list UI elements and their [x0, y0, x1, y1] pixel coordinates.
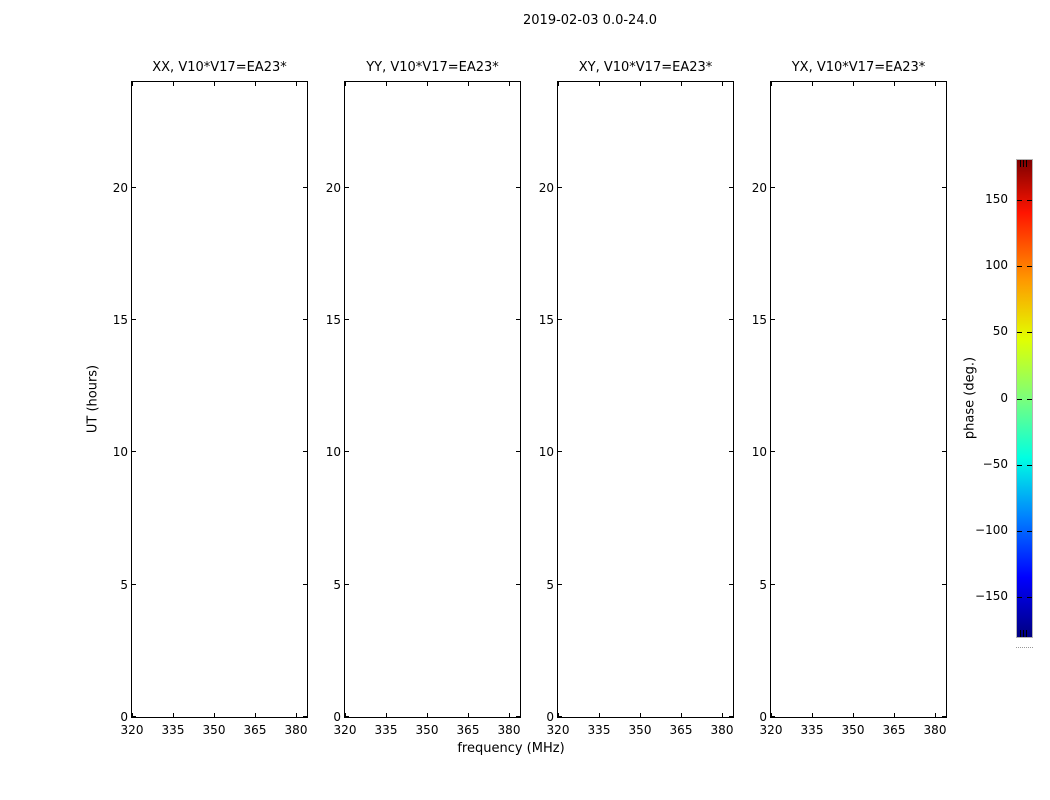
y-tick-label: 0	[333, 710, 341, 724]
x-tick-mark	[894, 713, 895, 717]
colorbar-tick-label: −150	[975, 589, 1008, 603]
y-tick-label: 20	[112, 181, 128, 195]
y-tick-mark	[729, 584, 733, 585]
y-tick-mark	[516, 187, 520, 188]
panel-title-yx: YX, V10*V17=EA23*	[791, 60, 926, 75]
colorbar-tick-mark	[1027, 200, 1032, 201]
x-tick-mark	[681, 713, 682, 717]
colorbar-tick-label: 100	[985, 258, 1008, 272]
x-tick-label: 350	[415, 723, 439, 737]
colorbar-tick-mark	[1027, 399, 1032, 400]
colorbar-tick-mark	[1017, 597, 1022, 598]
y-tick-mark	[729, 451, 733, 452]
colorbar-tick-mark	[1017, 531, 1022, 532]
panel-xx	[112, 60, 308, 737]
y-tick-mark	[729, 187, 733, 188]
y-tick-mark	[771, 716, 775, 717]
y-tick-mark	[345, 584, 349, 585]
x-tick-mark	[681, 82, 682, 86]
y-tick-label: 10	[325, 445, 341, 459]
colorbar-tick-mark	[1017, 266, 1022, 267]
y-tick-label: 5	[546, 578, 554, 592]
panel-title-xx: XX, V10*V17=EA23*	[152, 60, 287, 75]
y-tick-label: 15	[112, 313, 128, 327]
y-tick-mark	[771, 319, 775, 320]
y-tick-mark	[303, 319, 307, 320]
y-tick-label: 15	[325, 313, 341, 327]
y-tick-mark	[558, 584, 562, 585]
y-tick-mark	[729, 716, 733, 717]
y-tick-label: 0	[546, 710, 554, 724]
x-tick-label: 335	[800, 723, 824, 737]
colorbar-tick-mark	[1017, 399, 1022, 400]
x-tick-mark	[214, 713, 215, 717]
y-tick-label: 10	[112, 445, 128, 459]
y-tick-label: 15	[751, 313, 767, 327]
x-tick-mark	[386, 713, 387, 717]
y-tick-mark	[942, 584, 946, 585]
y-tick-mark	[516, 716, 520, 717]
colorbar-tick-mark	[1017, 332, 1022, 333]
y-tick-mark	[303, 451, 307, 452]
x-tick-label: 380	[710, 723, 734, 737]
x-tick-label: 365	[669, 723, 693, 737]
x-tick-label: 380	[923, 723, 947, 737]
x-tick-mark	[296, 713, 297, 717]
plot-area-xy	[557, 81, 734, 718]
y-tick-mark	[558, 716, 562, 717]
y-axis-label: UT (hours)	[85, 364, 101, 434]
x-tick-mark	[214, 82, 215, 86]
x-tick-mark	[853, 713, 854, 717]
colorbar-tick-mark	[1027, 531, 1032, 532]
y-tick-mark	[345, 451, 349, 452]
x-tick-mark	[812, 82, 813, 86]
colorbar-comb-bottom	[1020, 630, 1029, 637]
x-tick-label: 365	[456, 723, 480, 737]
colorbar-tick-mark	[1017, 200, 1022, 201]
panel-title-yy: YY, V10*V17=EA23*	[366, 60, 499, 75]
y-tick-mark	[771, 584, 775, 585]
x-tick-label: 335	[161, 723, 185, 737]
y-tick-label: 20	[751, 181, 767, 195]
colorbar-tick-mark	[1027, 465, 1032, 466]
x-tick-mark	[427, 713, 428, 717]
x-tick-mark	[935, 713, 936, 717]
colorbar-tick-label: 0	[1000, 391, 1008, 405]
y-tick-label: 15	[538, 313, 554, 327]
x-tick-label: 365	[882, 723, 906, 737]
y-tick-mark	[303, 584, 307, 585]
x-tick-label: 380	[497, 723, 521, 737]
x-tick-label: 320	[120, 723, 144, 737]
x-tick-label: 380	[284, 723, 308, 737]
colorbar-label: phase (deg.)	[962, 356, 978, 440]
y-tick-label: 0	[759, 710, 767, 724]
y-tick-mark	[345, 319, 349, 320]
colorbar-tick-label: 50	[992, 324, 1008, 338]
x-tick-label: 320	[546, 723, 570, 737]
x-tick-label: 335	[374, 723, 398, 737]
x-tick-mark	[771, 82, 772, 86]
y-tick-label: 10	[538, 445, 554, 459]
y-tick-mark	[303, 716, 307, 717]
y-tick-mark	[516, 584, 520, 585]
y-tick-label: 5	[759, 578, 767, 592]
x-tick-mark	[599, 82, 600, 86]
y-tick-mark	[132, 584, 136, 585]
y-tick-mark	[558, 451, 562, 452]
plot-area-yx	[770, 81, 947, 718]
x-tick-mark	[345, 82, 346, 86]
colorbar-dotted-line	[1016, 647, 1033, 648]
y-tick-mark	[729, 319, 733, 320]
y-tick-mark	[516, 451, 520, 452]
colorbar-comb-top	[1020, 160, 1029, 167]
y-tick-mark	[516, 319, 520, 320]
colorbar-tick-label: −50	[982, 457, 1008, 471]
panel-title-xy: XY, V10*V17=EA23*	[578, 60, 713, 75]
x-tick-mark	[509, 713, 510, 717]
x-tick-label: 350	[841, 723, 865, 737]
y-tick-mark	[771, 451, 775, 452]
x-tick-mark	[558, 82, 559, 86]
colorbar-tick-mark	[1017, 465, 1022, 466]
x-tick-mark	[722, 713, 723, 717]
y-tick-label: 5	[120, 578, 128, 592]
colorbar	[1016, 159, 1033, 638]
x-tick-mark	[468, 82, 469, 86]
y-tick-label: 5	[333, 578, 341, 592]
colorbar-tick-label: −100	[975, 523, 1008, 537]
x-tick-mark	[255, 82, 256, 86]
figure-title: 2019-02-03 0.0-24.0	[523, 13, 657, 28]
x-tick-mark	[640, 82, 641, 86]
x-tick-mark	[894, 82, 895, 86]
x-tick-label: 350	[202, 723, 226, 737]
colorbar-tick-mark	[1027, 597, 1032, 598]
x-tick-label: 365	[243, 723, 267, 737]
y-tick-mark	[942, 319, 946, 320]
y-tick-mark	[132, 451, 136, 452]
y-tick-mark	[132, 187, 136, 188]
y-tick-label: 20	[325, 181, 341, 195]
x-tick-label: 335	[587, 723, 611, 737]
x-tick-mark	[722, 82, 723, 86]
colorbar-tick-label: 150	[985, 192, 1008, 206]
y-tick-mark	[558, 319, 562, 320]
x-tick-mark	[255, 713, 256, 717]
y-tick-mark	[942, 716, 946, 717]
y-tick-label: 0	[120, 710, 128, 724]
y-tick-mark	[771, 187, 775, 188]
y-tick-mark	[942, 451, 946, 452]
panel-yx	[751, 60, 947, 737]
x-tick-mark	[812, 713, 813, 717]
x-tick-mark	[386, 82, 387, 86]
y-tick-mark	[303, 187, 307, 188]
y-tick-mark	[942, 187, 946, 188]
x-tick-mark	[296, 82, 297, 86]
y-tick-label: 20	[538, 181, 554, 195]
x-tick-mark	[935, 82, 936, 86]
panel-xy	[538, 60, 734, 737]
y-tick-mark	[345, 716, 349, 717]
y-tick-label: 10	[751, 445, 767, 459]
colorbar-tick-mark	[1027, 266, 1032, 267]
x-tick-mark	[132, 82, 133, 86]
x-tick-mark	[640, 713, 641, 717]
x-tick-label: 350	[628, 723, 652, 737]
x-tick-mark	[173, 713, 174, 717]
x-tick-label: 320	[759, 723, 783, 737]
x-tick-mark	[599, 713, 600, 717]
x-tick-mark	[468, 713, 469, 717]
x-tick-mark	[173, 82, 174, 86]
plot-area-xx	[131, 81, 308, 718]
x-tick-mark	[509, 82, 510, 86]
y-tick-mark	[132, 716, 136, 717]
colorbar-tick-mark	[1027, 332, 1032, 333]
x-tick-mark	[427, 82, 428, 86]
y-tick-mark	[558, 187, 562, 188]
x-tick-label: 320	[333, 723, 357, 737]
panel-yy	[325, 60, 521, 737]
x-axis-label: frequency (MHz)	[457, 741, 565, 756]
y-tick-mark	[345, 187, 349, 188]
x-tick-mark	[853, 82, 854, 86]
y-tick-mark	[132, 319, 136, 320]
plot-area-yy	[344, 81, 521, 718]
